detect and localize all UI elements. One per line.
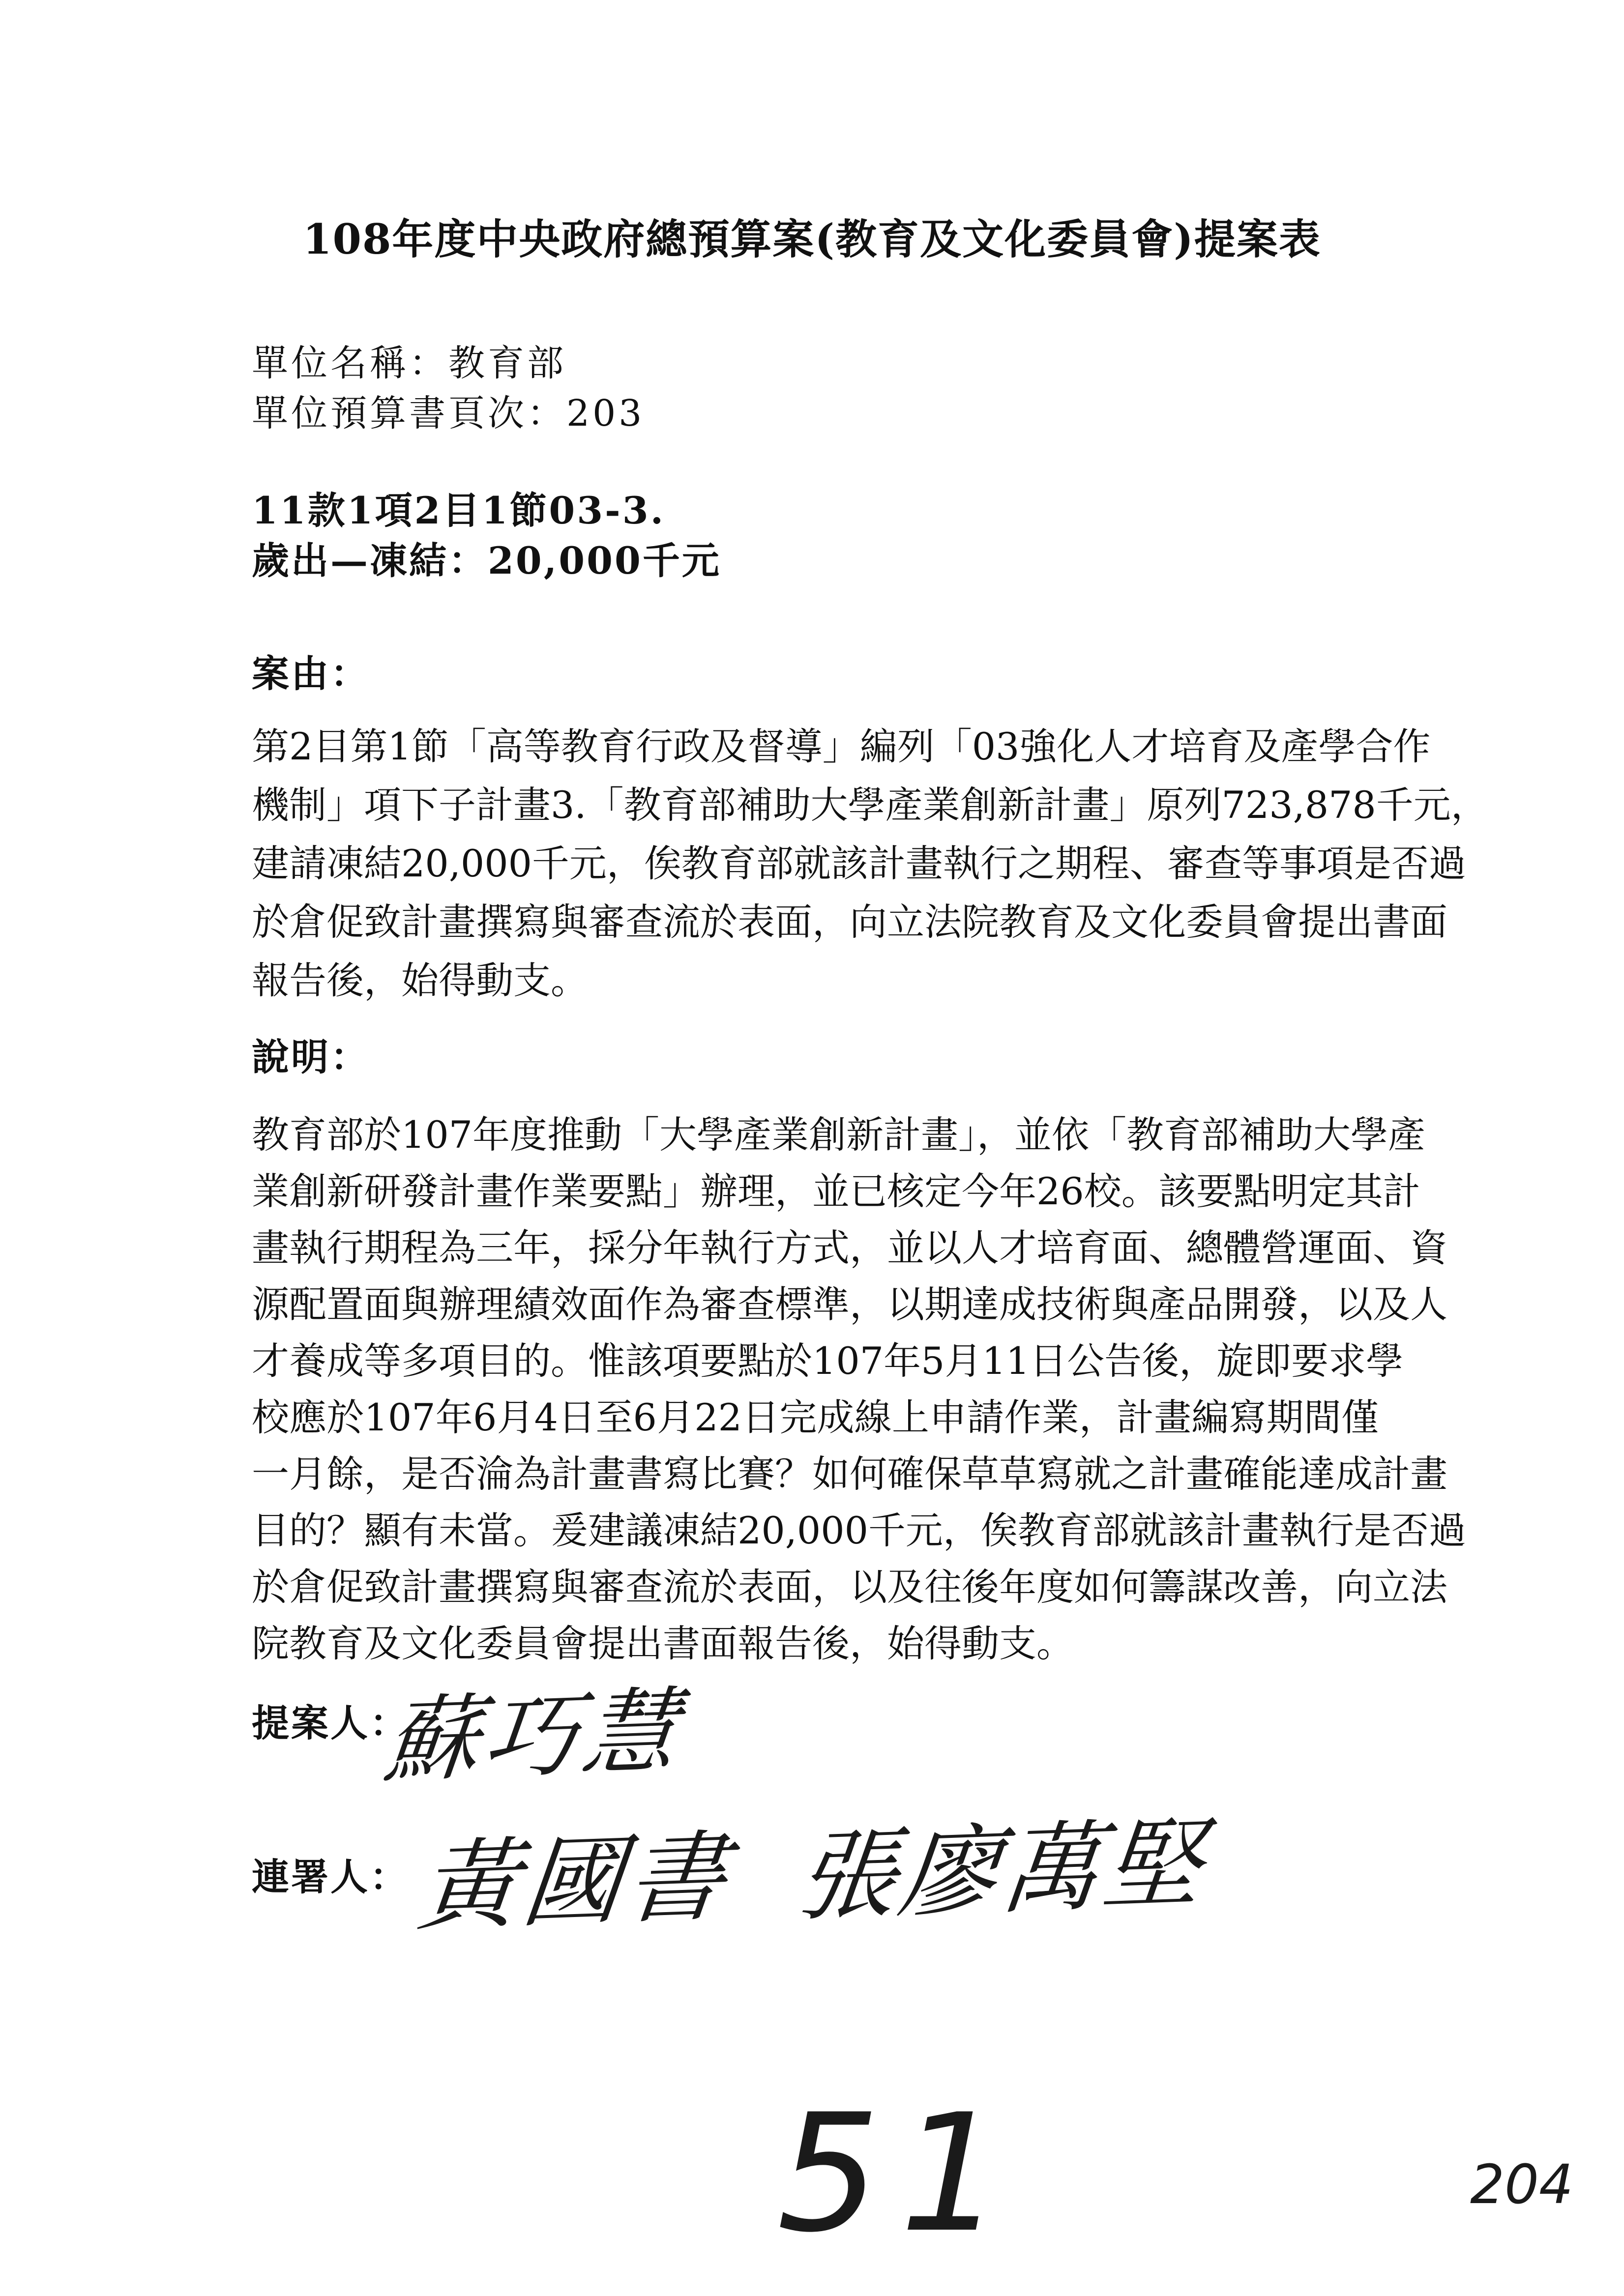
explanation-line: 於倉促致計畫撰寫與審查流於表面，以及往後年度如何籌謀改善，向立法 <box>252 1565 1447 1609</box>
reason-line: 第2目第1節「高等教育行政及督導」編列「03強化人才培育及產學合作 <box>252 725 1431 768</box>
explanation-line: 院教育及文化委員會提出書面報告後，始得動支。 <box>252 1622 1074 1665</box>
cosigner-signature-2: 張廖萬堅 <box>792 1806 1211 1935</box>
explanation-line: 一月餘，是否淪為計畫書寫比賽？如何確保草草寫就之計畫確能達成計畫 <box>252 1452 1447 1496</box>
explanation-line: 目的？顯有未當。爰建議凍結20,000千元，俟教育部就該計畫執行是否過 <box>252 1509 1466 1552</box>
unit-name: 單位名稱：教育部 <box>252 342 566 384</box>
explanation-line: 業創新研發計畫作業要點」辦理，並已核定今年26校。該要點明定其計 <box>252 1169 1420 1213</box>
explanation-line: 校應於107年6月4日至6月22日完成線上申請作業，計畫編寫期間僅 <box>252 1395 1379 1439</box>
proposer-label: 提案人： <box>252 1701 409 1745</box>
unit-budget-page: 單位預算書頁次：203 <box>252 392 645 435</box>
item-code: 11款1項2目1節03-3. <box>252 489 666 532</box>
reason-line: 於倉促致計畫撰寫與審查流於表面，向立法院教育及文化委員會提出書面 <box>252 900 1447 944</box>
explanation-line: 教育部於107年度推動「大學產業創新計畫」，並依「教育部補助大學產 <box>252 1113 1426 1157</box>
explanation-line: 才養成等多項目的。惟該項要點於107年5月11日公告後，旋即要求學 <box>252 1339 1404 1383</box>
proposer-signature: 蘇巧慧 <box>380 1677 688 1796</box>
reason-line: 機制」項下子計畫3.「教育部補助大學產業創新計畫」原列723,878千元， <box>252 783 1488 827</box>
item-amount: 歲出—凍結：20,000千元 <box>252 539 721 582</box>
explanation-heading: 說明： <box>252 1035 370 1079</box>
handwritten-page-number: 51 <box>777 2079 1023 2268</box>
reason-heading: 案由： <box>252 652 370 696</box>
reason-line: 建請凍結20,000千元，俟教育部就該計畫執行之期程、審查等事項是否過 <box>252 842 1466 885</box>
cosigner-signature-1: 黃國書 <box>413 1819 737 1945</box>
explanation-line: 畫執行期程為三年，採分年執行方式，並以人才培育面、總體營運面、資 <box>252 1226 1447 1270</box>
handwritten-corner-number: 204 <box>1470 2153 1573 2216</box>
reason-line: 報告後，始得動支。 <box>252 959 588 1002</box>
document-title: 108年度中央政府總預算案(教育及文化委員會)提案表 <box>303 215 1321 263</box>
cosigner-label: 連署人： <box>252 1855 409 1899</box>
explanation-line: 源配置面與辦理績效面作為審查標準，以期達成技術與產品開發，以及人 <box>252 1282 1447 1326</box>
